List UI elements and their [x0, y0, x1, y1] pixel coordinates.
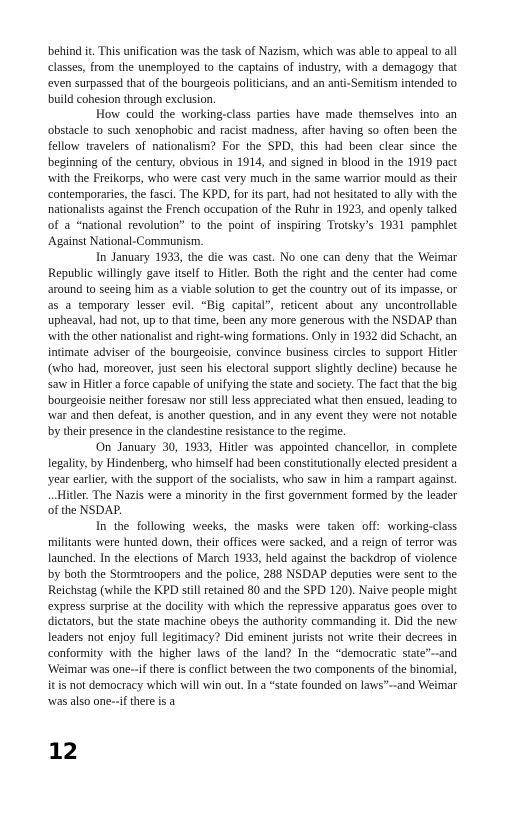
body-text — [48, 44, 457, 709]
paragraph-following-weeks: In the following weeks, the masks were taken off: working-class militants were hunted down, their offices were sacked, and a reign of terror was launched. In the elections of March 1933, held against the backdrop of violence by both the Stormtroopers and the police, 288 NSDAP deputies were sent to the Reichstag (while the KPD still retained 80 and the SPD 120). Naive people might express surprise at the docility with which the repressive apparatus goes over to dictators, but the state machine obeys the authority commanding it. Did the new leaders not enjoy full legitimacy? Did eminent jurists not write their decrees in conformity with the higher laws of the land? In the “democratic state”--and Weimar was one--if there is conflict between the two components of the binomial, it is not democracy which will win out. In a “state founded on laws”--and Weimar was also one--if there is a — [48, 519, 457, 708]
paragraph-continuation: behind it. This unification was the task of Nazism, which was able to appeal to all classes, from the unemployed to the captains of industry, with a demagogy that even surpassed that of the bourgeois politicians, and an anti-Semitism intended to build cohesion through exclusion. — [48, 44, 457, 106]
page-number: 12 — [48, 740, 78, 765]
paragraph-january-1933: In January 1933, the die was cast. No one can deny that the Weimar Republic willingly gave itself to Hitler. Both the right and the center had come around to seeing him as a viable solution to get the country out of its impasse, or as a temporary lesser evil. “Big capital”, reticent about any uncontrollable upheaval, had not, up to that time, been any more generous with the NSDAP than with the other nationalist and right-wing formations. Only in 1932 did Schacht, an intimate adviser of the bourgeoisie, convince business circles to support Hitler (who had, moreover, just seen his electoral support slightly decline) because he saw in Hitler a force capable of unifying the state and society. The fact that the big bourgeoisie neither foresaw nor still less appreciated what then ensued, leading to war and then defeat, is another question, and in any event they were not notable by their presence in the clandestine resistance to the regime. — [48, 249, 457, 439]
paragraph-working-class-parties: How could the working-class parties have made themselves into an obstacle to such xenophobic and racist madness, after having so often been the fellow travelers of nationalism? For the SPD, this had been clear since the beginning of the century, obvious in 1914, and signed in blood in the 1919 pact with the Freikorps, who were cast very much in the same warrior mould as their contemporaries, the fasci. The KPD, for its part, had not hesitated to ally with the nationalists against the French occupation of the Ruhr in 1923, and openly talked of a “national revolution” to the point of inspiring Trotsky’s 1931 pamphlet Against National-Communism. — [48, 107, 457, 249]
paragraph-hitler-appointed: On January 30, 1933, Hitler was appointed chancellor, in complete legality, by Hindenberg, who himself had been constitutionally elected president a year earlier, with the support of the socialists, who saw in him a rampart against. ...Hitler. The Nazis were a minority in the first government formed by the leader of the NSDAP. — [48, 440, 457, 518]
